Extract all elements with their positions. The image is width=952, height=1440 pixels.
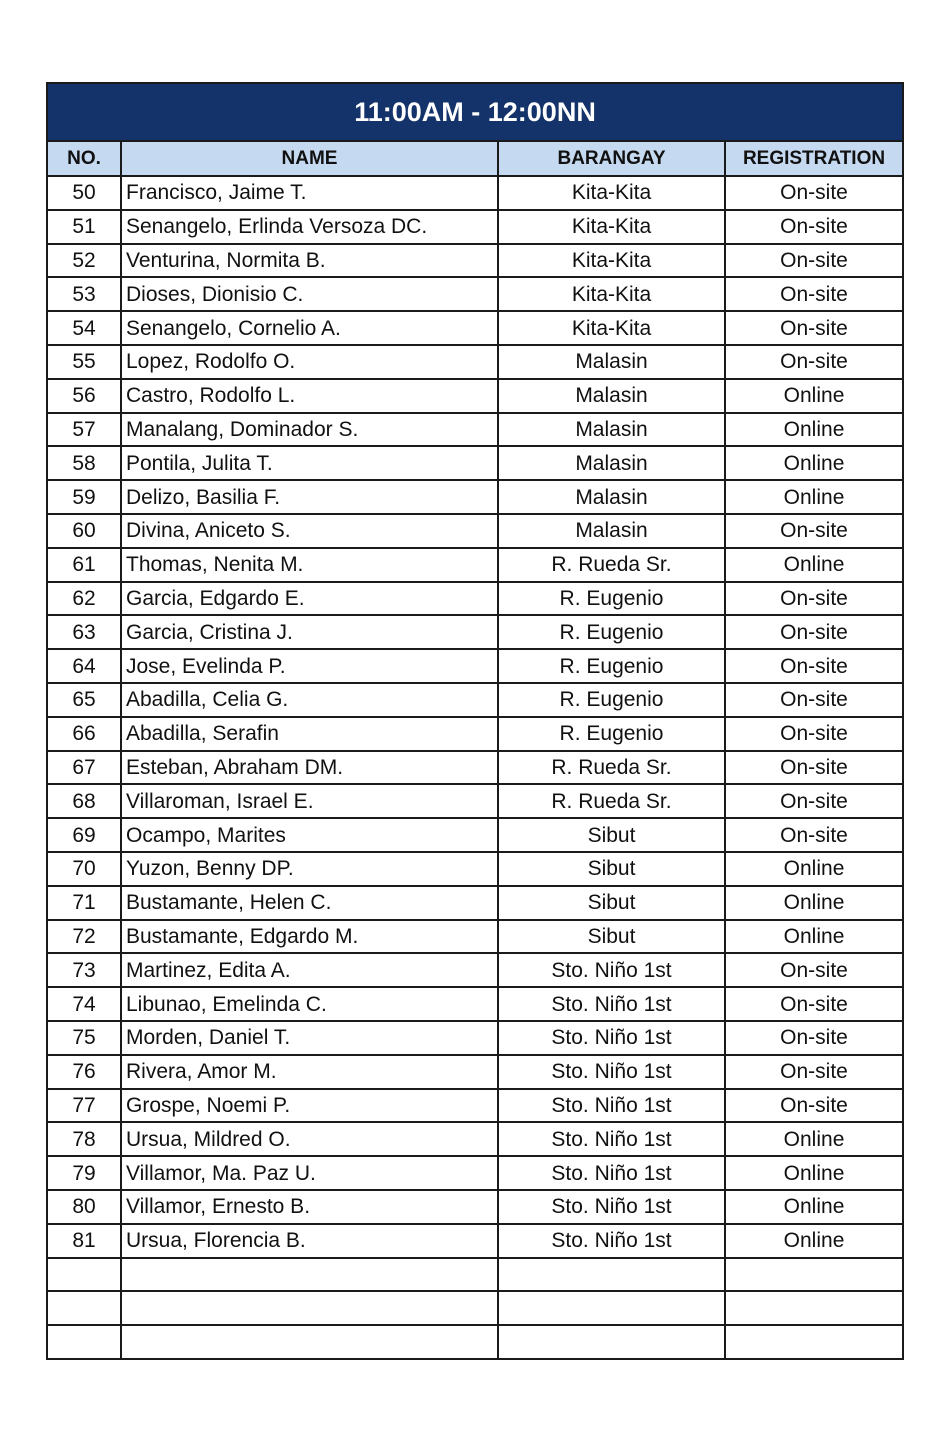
table-row bbox=[47, 1190, 903, 1224]
table-row bbox=[47, 717, 903, 751]
cell-name: Esteban, Abraham DM. bbox=[121, 751, 498, 785]
cell-no: 78 bbox=[47, 1122, 121, 1156]
cell-name: Martinez, Edita A. bbox=[121, 953, 498, 987]
cell-no: 53 bbox=[47, 277, 121, 311]
cell-no: 74 bbox=[47, 987, 121, 1021]
cell-no: 65 bbox=[47, 683, 121, 717]
title-row bbox=[47, 83, 903, 141]
cell-registration: On-site bbox=[725, 311, 903, 345]
cell-barangay: R. Eugenio bbox=[498, 615, 725, 649]
table-row bbox=[47, 683, 903, 717]
cell-no: 71 bbox=[47, 886, 121, 920]
table-row bbox=[47, 1089, 903, 1123]
cell-barangay: Sibut bbox=[498, 818, 725, 852]
table-row bbox=[47, 210, 903, 244]
table-row bbox=[47, 784, 903, 818]
cell-barangay: Malasin bbox=[498, 345, 725, 379]
header-row bbox=[47, 141, 903, 176]
table-row bbox=[47, 548, 903, 582]
table-row bbox=[47, 1055, 903, 1089]
cell-name: Grospe, Noemi P. bbox=[121, 1089, 498, 1123]
cell-barangay: Sibut bbox=[498, 886, 725, 920]
header-no: NO. bbox=[47, 141, 121, 176]
cell-registration: Online bbox=[725, 1224, 903, 1258]
cell-registration: On-site bbox=[725, 683, 903, 717]
cell-name: Manalang, Dominador S. bbox=[121, 413, 498, 447]
table-row bbox=[47, 480, 903, 514]
cell-no: 77 bbox=[47, 1089, 121, 1123]
cell-no: 79 bbox=[47, 1156, 121, 1190]
cell-barangay: Malasin bbox=[498, 480, 725, 514]
cell-name: Francisco, Jaime T. bbox=[121, 176, 498, 210]
cell-name: Villamor, Ernesto B. bbox=[121, 1190, 498, 1224]
cell-registration: On-site bbox=[725, 277, 903, 311]
schedule-table bbox=[46, 82, 904, 1360]
table-row bbox=[47, 1325, 903, 1359]
cell-name: Venturina, Normita B. bbox=[121, 244, 498, 278]
cell-no: 81 bbox=[47, 1224, 121, 1258]
cell-registration: On-site bbox=[725, 818, 903, 852]
cell-barangay: Sto. Niño 1st bbox=[498, 1156, 725, 1190]
cell-registration: On-site bbox=[725, 1089, 903, 1123]
header-registration: REGISTRATION bbox=[725, 141, 903, 176]
cell-registration: Online bbox=[725, 886, 903, 920]
cell-name: Lopez, Rodolfo O. bbox=[121, 345, 498, 379]
cell-name: Abadilla, Celia G. bbox=[121, 683, 498, 717]
cell-barangay: R. Eugenio bbox=[498, 649, 725, 683]
cell-registration bbox=[725, 1258, 903, 1292]
table-row bbox=[47, 1156, 903, 1190]
cell-registration: Online bbox=[725, 852, 903, 886]
cell-name: Jose, Evelinda P. bbox=[121, 649, 498, 683]
table-row bbox=[47, 751, 903, 785]
cell-barangay bbox=[498, 1291, 725, 1325]
table-row bbox=[47, 1021, 903, 1055]
cell-registration: Online bbox=[725, 1190, 903, 1224]
cell-registration: On-site bbox=[725, 210, 903, 244]
cell-barangay: R. Eugenio bbox=[498, 717, 725, 751]
header-barangay: BARANGAY bbox=[498, 141, 725, 176]
cell-name: Villamor, Ma. Paz U. bbox=[121, 1156, 498, 1190]
cell-name: Ursua, Florencia B. bbox=[121, 1224, 498, 1258]
cell-barangay: Sto. Niño 1st bbox=[498, 1122, 725, 1156]
cell-registration: Online bbox=[725, 920, 903, 954]
table-row bbox=[47, 818, 903, 852]
cell-barangay: R. Eugenio bbox=[498, 582, 725, 616]
cell-registration: On-site bbox=[725, 176, 903, 210]
cell-barangay: Malasin bbox=[498, 379, 725, 413]
cell-registration: On-site bbox=[725, 345, 903, 379]
cell-name: Delizo, Basilia F. bbox=[121, 480, 498, 514]
cell-name: Ocampo, Marites bbox=[121, 818, 498, 852]
cell-name bbox=[121, 1291, 498, 1325]
cell-no: 69 bbox=[47, 818, 121, 852]
table-row bbox=[47, 446, 903, 480]
cell-name bbox=[121, 1325, 498, 1359]
cell-no: 70 bbox=[47, 852, 121, 886]
cell-name: Ursua, Mildred O. bbox=[121, 1122, 498, 1156]
table-row bbox=[47, 277, 903, 311]
cell-name: Yuzon, Benny DP. bbox=[121, 852, 498, 886]
cell-barangay bbox=[498, 1325, 725, 1359]
cell-registration: Online bbox=[725, 446, 903, 480]
table-row bbox=[47, 886, 903, 920]
cell-registration: On-site bbox=[725, 244, 903, 278]
cell-name: Thomas, Nenita M. bbox=[121, 548, 498, 582]
cell-barangay bbox=[498, 1258, 725, 1292]
table-row bbox=[47, 1291, 903, 1325]
cell-no: 59 bbox=[47, 480, 121, 514]
cell-name: Senangelo, Erlinda Versoza DC. bbox=[121, 210, 498, 244]
cell-no: 68 bbox=[47, 784, 121, 818]
cell-barangay: Malasin bbox=[498, 413, 725, 447]
header-name: NAME bbox=[121, 141, 498, 176]
cell-name: Morden, Daniel T. bbox=[121, 1021, 498, 1055]
table-row bbox=[47, 615, 903, 649]
cell-no: 73 bbox=[47, 953, 121, 987]
cell-registration: On-site bbox=[725, 615, 903, 649]
cell-registration: On-site bbox=[725, 582, 903, 616]
cell-name: Senangelo, Cornelio A. bbox=[121, 311, 498, 345]
cell-no: 60 bbox=[47, 514, 121, 548]
cell-barangay: R. Eugenio bbox=[498, 683, 725, 717]
cell-no: 62 bbox=[47, 582, 121, 616]
cell-barangay: R. Rueda Sr. bbox=[498, 784, 725, 818]
table-row bbox=[47, 514, 903, 548]
cell-name: Dioses, Dionisio C. bbox=[121, 277, 498, 311]
cell-registration bbox=[725, 1291, 903, 1325]
cell-barangay: Kita-Kita bbox=[498, 176, 725, 210]
cell-no: 57 bbox=[47, 413, 121, 447]
cell-no: 52 bbox=[47, 244, 121, 278]
cell-registration: On-site bbox=[725, 987, 903, 1021]
cell-no bbox=[47, 1258, 121, 1292]
cell-barangay: Malasin bbox=[498, 514, 725, 548]
table-row bbox=[47, 1122, 903, 1156]
cell-barangay: Kita-Kita bbox=[498, 244, 725, 278]
table-row bbox=[47, 920, 903, 954]
cell-barangay: Kita-Kita bbox=[498, 210, 725, 244]
cell-registration: On-site bbox=[725, 514, 903, 548]
cell-no bbox=[47, 1325, 121, 1359]
cell-barangay: Sto. Niño 1st bbox=[498, 1021, 725, 1055]
cell-name: Garcia, Edgardo E. bbox=[121, 582, 498, 616]
table-row bbox=[47, 244, 903, 278]
cell-registration: Online bbox=[725, 548, 903, 582]
cell-name: Abadilla, Serafin bbox=[121, 717, 498, 751]
cell-barangay: Malasin bbox=[498, 446, 725, 480]
table-row bbox=[47, 345, 903, 379]
cell-no: 54 bbox=[47, 311, 121, 345]
cell-registration: On-site bbox=[725, 649, 903, 683]
cell-no: 76 bbox=[47, 1055, 121, 1089]
table-row bbox=[47, 987, 903, 1021]
cell-barangay: Sto. Niño 1st bbox=[498, 1224, 725, 1258]
table-body bbox=[47, 176, 903, 1359]
cell-registration: On-site bbox=[725, 1055, 903, 1089]
cell-name: Divina, Aniceto S. bbox=[121, 514, 498, 548]
cell-name: Bustamante, Helen C. bbox=[121, 886, 498, 920]
cell-barangay: R. Rueda Sr. bbox=[498, 751, 725, 785]
cell-registration: Online bbox=[725, 1122, 903, 1156]
cell-no: 58 bbox=[47, 446, 121, 480]
cell-name: Garcia, Cristina J. bbox=[121, 615, 498, 649]
cell-no: 75 bbox=[47, 1021, 121, 1055]
cell-registration: On-site bbox=[725, 953, 903, 987]
cell-name: Pontila, Julita T. bbox=[121, 446, 498, 480]
cell-no: 64 bbox=[47, 649, 121, 683]
cell-registration: Online bbox=[725, 413, 903, 447]
cell-no: 72 bbox=[47, 920, 121, 954]
cell-name: Villaroman, Israel E. bbox=[121, 784, 498, 818]
cell-barangay: Sto. Niño 1st bbox=[498, 1089, 725, 1123]
cell-no: 51 bbox=[47, 210, 121, 244]
cell-barangay: Sto. Niño 1st bbox=[498, 953, 725, 987]
table-row bbox=[47, 649, 903, 683]
cell-no: 50 bbox=[47, 176, 121, 210]
table-row bbox=[47, 1224, 903, 1258]
cell-name: Rivera, Amor M. bbox=[121, 1055, 498, 1089]
cell-barangay: Sibut bbox=[498, 920, 725, 954]
cell-name: Libunao, Emelinda C. bbox=[121, 987, 498, 1021]
table-row bbox=[47, 176, 903, 210]
cell-no bbox=[47, 1291, 121, 1325]
cell-no: 67 bbox=[47, 751, 121, 785]
cell-name: Castro, Rodolfo L. bbox=[121, 379, 498, 413]
cell-barangay: Sibut bbox=[498, 852, 725, 886]
cell-barangay: Sto. Niño 1st bbox=[498, 987, 725, 1021]
cell-no: 66 bbox=[47, 717, 121, 751]
cell-registration bbox=[725, 1325, 903, 1359]
cell-barangay: Sto. Niño 1st bbox=[498, 1055, 725, 1089]
cell-no: 80 bbox=[47, 1190, 121, 1224]
cell-registration: Online bbox=[725, 379, 903, 413]
cell-no: 55 bbox=[47, 345, 121, 379]
cell-registration: Online bbox=[725, 1156, 903, 1190]
cell-no: 63 bbox=[47, 615, 121, 649]
table-row bbox=[47, 413, 903, 447]
cell-registration: On-site bbox=[725, 1021, 903, 1055]
table-row bbox=[47, 852, 903, 886]
cell-name bbox=[121, 1258, 498, 1292]
cell-barangay: Kita-Kita bbox=[498, 311, 725, 345]
cell-registration: On-site bbox=[725, 784, 903, 818]
table-row bbox=[47, 582, 903, 616]
cell-registration: Online bbox=[725, 480, 903, 514]
cell-barangay: Kita-Kita bbox=[498, 277, 725, 311]
table-row bbox=[47, 311, 903, 345]
table-row bbox=[47, 379, 903, 413]
table-row bbox=[47, 1258, 903, 1292]
cell-barangay: Sto. Niño 1st bbox=[498, 1190, 725, 1224]
cell-barangay: R. Rueda Sr. bbox=[498, 548, 725, 582]
time-slot-title: 11:00AM - 12:00NN bbox=[47, 83, 903, 141]
table-row bbox=[47, 953, 903, 987]
cell-no: 61 bbox=[47, 548, 121, 582]
cell-registration: On-site bbox=[725, 751, 903, 785]
cell-registration: On-site bbox=[725, 717, 903, 751]
cell-no: 56 bbox=[47, 379, 121, 413]
cell-name: Bustamante, Edgardo M. bbox=[121, 920, 498, 954]
